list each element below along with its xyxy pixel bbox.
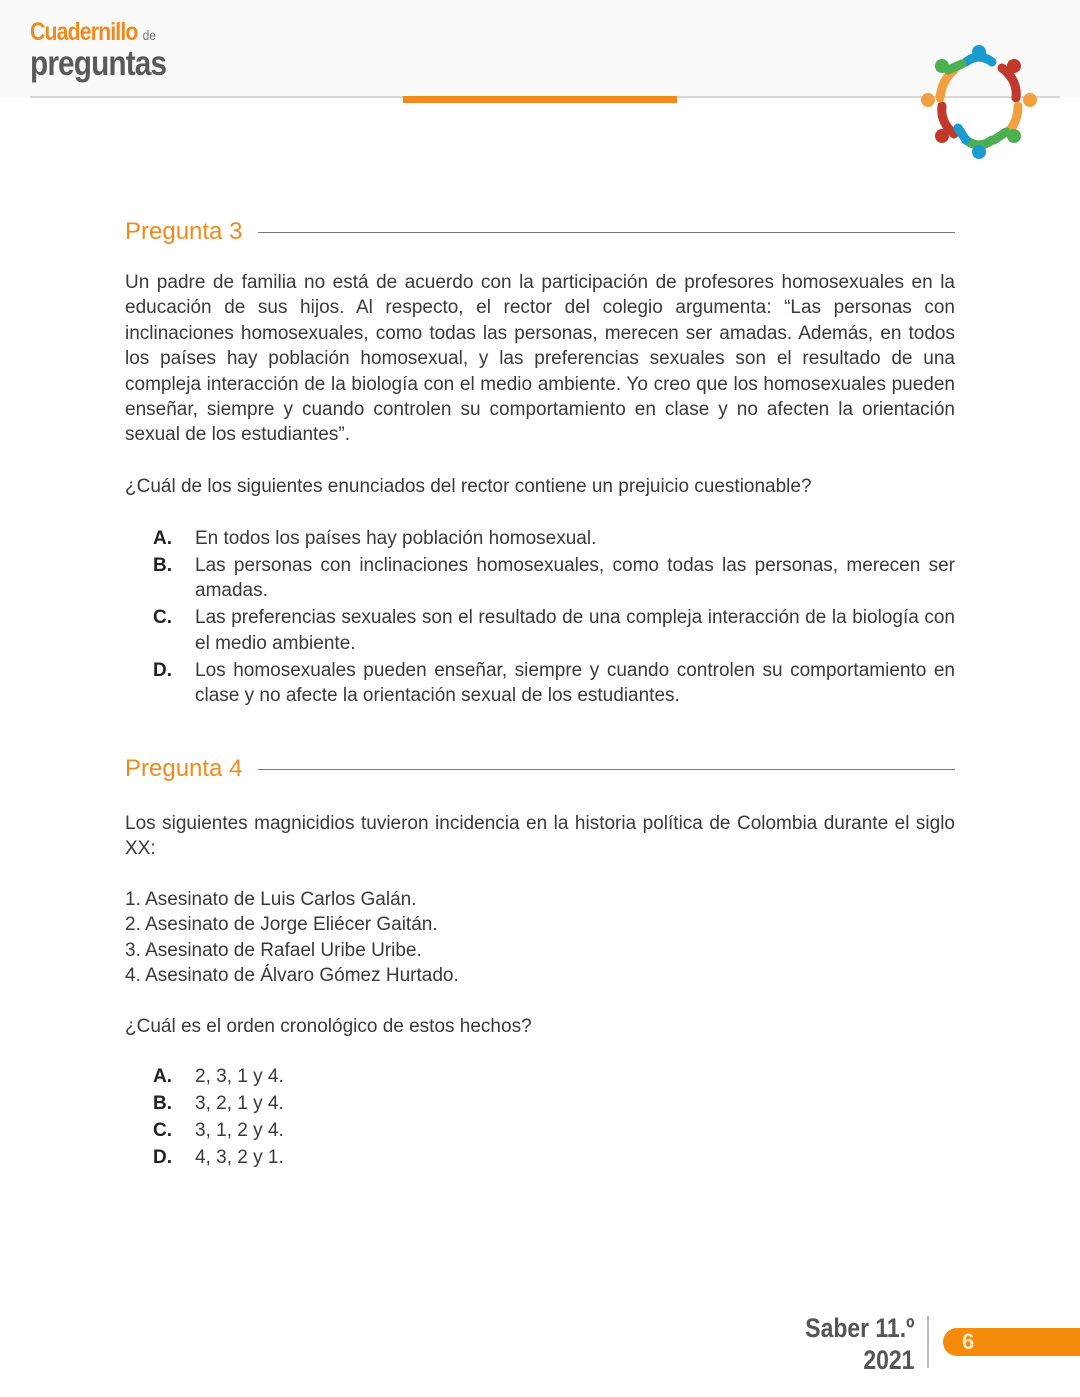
question-3-heading [125, 218, 955, 246]
question-4-prompt: ¿Cuál es el orden cronológico de estos hechos? [125, 1016, 532, 1037]
option-d[interactable] [153, 658, 955, 709]
option-text: 2, 3, 1 y 4. [195, 1066, 284, 1087]
option-letter: C. [153, 607, 172, 629]
option-letter: D. [153, 659, 172, 681]
list-item: 1. Asesinato de Luis Carlos Galán. [125, 889, 417, 910]
option-d[interactable] [153, 1145, 955, 1170]
option-text: En todos los países hay población homosexual. [195, 528, 597, 549]
question-3-stem: Un padre de familia no está de acuerdo con la participación de profesores homosexuales en la educación de sus hijos. Al respecto, el rector del colegio argumenta: “Las personas con inclinaciones homosexuales, como todas las personas, merecen ser amadas. Además, en todos los países hay población homosexual, y las preferencias sexuales son el resultado de una compleja interacción de la biología con el medio ambiente. Yo creo que los homosexuales pueden enseñar, siempre y cuando controlen su comportamiento en clase y no afecten la orientación sexual de los estudiantes”. [125, 272, 955, 446]
option-c[interactable] [153, 1118, 955, 1143]
question-3-prompt: ¿Cuál de los siguientes enunciados del rector contiene un prejuicio cuestionable? [125, 476, 812, 497]
list-item: 4. Asesinato de Álvaro Gómez Hurtado. [125, 965, 459, 987]
question-4-heading [125, 755, 955, 783]
option-text: Las preferencias sexuales son el resultado de una compleja interacción de la biología con el medio ambiente. [195, 607, 955, 654]
exam-name: Saber 11.º [804, 1313, 914, 1343]
option-a[interactable] [153, 1064, 955, 1089]
option-letter: C. [153, 1119, 172, 1141]
header-accent-bar [403, 96, 677, 103]
option-letter: A. [153, 528, 172, 549]
question-4-title: Pregunta 4 [125, 755, 243, 782]
list-item: 2. Asesinato de Jorge Eliécer Gaitán. [125, 914, 438, 936]
exam-year: 2021 [862, 1345, 914, 1375]
people-circle-logo-icon [918, 40, 1040, 162]
list-item: 3. Asesinato de Rafael Uribe Uribe. [125, 939, 422, 961]
footer-divider [927, 1316, 929, 1368]
option-text: 4, 3, 2 y 1. [195, 1146, 284, 1168]
option-c[interactable] [153, 605, 955, 656]
option-letter: B. [153, 1092, 172, 1114]
brand-subtitle: preguntas [30, 44, 167, 83]
footer-exam-label [805, 1312, 914, 1376]
option-text: 3, 2, 1 y 4. [195, 1092, 284, 1114]
brand-title [30, 18, 156, 47]
option-text: 3, 1, 2 y 4. [195, 1119, 284, 1141]
question-4-options [153, 1064, 955, 1172]
option-letter: B. [153, 554, 172, 576]
option-text: Las personas con inclinaciones homosexuales, como todas las personas, merecen ser amadas. [195, 554, 955, 602]
question-4-stem: Los siguientes magnicidios tuvieron incidencia en la historia política de Colombia durante el siglo XX: [125, 813, 955, 860]
option-a[interactable] [153, 526, 955, 551]
question-3-options [153, 526, 955, 710]
option-b[interactable] [153, 1091, 955, 1116]
option-letter: D. [153, 1146, 172, 1168]
option-text: Los homosexuales pueden enseñar, siempre y cuando controlen su comportamiento en clase y no afecte la orientación sexual de los estudiantes. [195, 659, 955, 706]
brand-de: de [142, 27, 156, 43]
option-letter: A. [153, 1066, 172, 1087]
heading-rule [258, 232, 955, 233]
question-4-list [125, 887, 955, 989]
question-3-title: Pregunta 3 [125, 218, 243, 245]
brand-top: Cuadernillo [30, 18, 138, 46]
heading-rule [258, 769, 955, 770]
page-number: 6 [943, 1328, 1080, 1356]
option-b[interactable] [153, 553, 955, 604]
